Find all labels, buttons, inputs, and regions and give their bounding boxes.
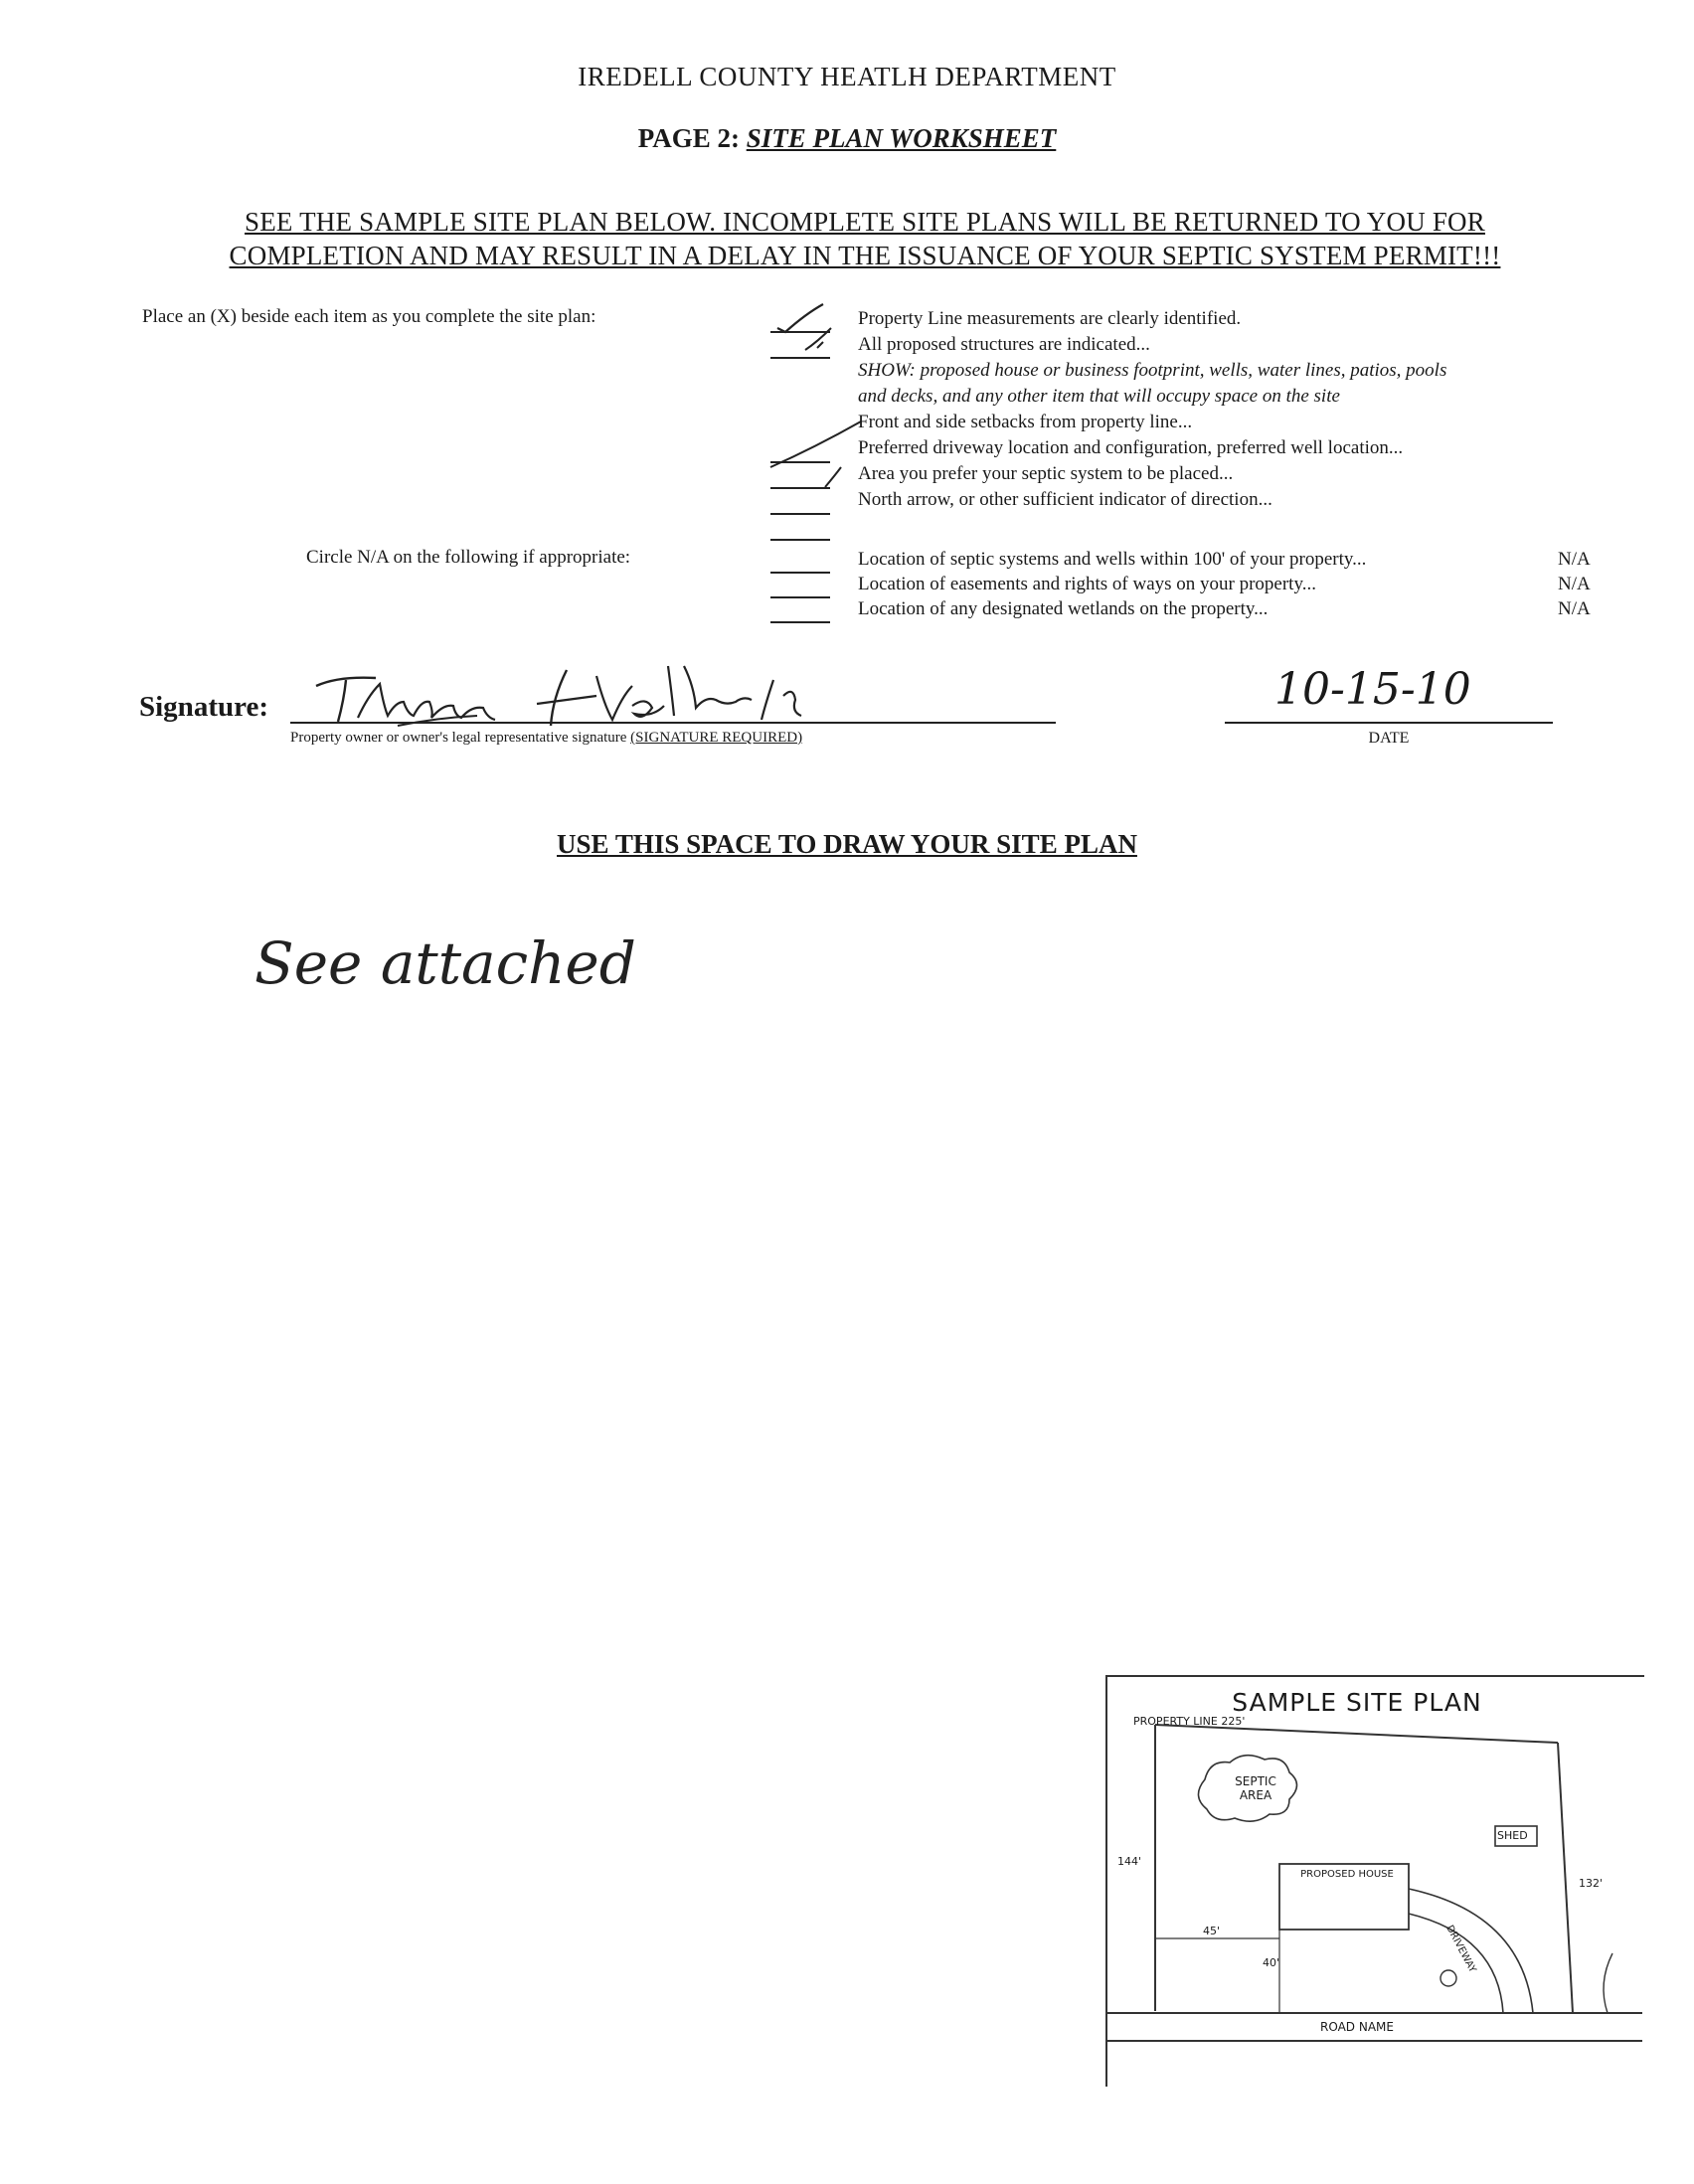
signature-label: Signature: (139, 691, 268, 723)
na-item-3: Location of any designated wetlands on the property... (858, 598, 1269, 619)
check-mark-6 (825, 467, 841, 487)
check-item-5: Front and side setbacks from property line... (858, 412, 1193, 432)
well-shape (1440, 1970, 1456, 1986)
sample-property-line-label: PROPERTY LINE 225' (1133, 1715, 1246, 1728)
check-mark-5 (770, 421, 861, 467)
warning-line-1: SEE THE SAMPLE SITE PLAN BELOW. INCOMPLETE SITE PLANS WILL BE RETURNED TO YOU FOR (245, 207, 1485, 237)
signature-caption-text: Property owner or owner's legal representative signature (290, 730, 627, 746)
check-item-1: Property Line measurements are clearly identified. (858, 308, 1242, 329)
sample-road-label: ROAD NAME (1320, 2020, 1394, 2034)
sample-driveway-label: DRIVEWAY (1443, 1924, 1478, 1975)
na-option-3[interactable]: N/A (1558, 598, 1591, 619)
na-blank-1[interactable] (770, 572, 830, 574)
check-item-6: Preferred driveway location and configuration, preferred well location... (858, 437, 1404, 458)
date-caption: DATE (1368, 730, 1410, 747)
sample-left-dim: 144' (1117, 1855, 1142, 1868)
sample-plan-title: SAMPLE SITE PLAN (1232, 1688, 1482, 1717)
sample-shed-label: SHED (1497, 1829, 1528, 1842)
handwritten-signature (298, 656, 895, 736)
sample-side-setback: 45' (1203, 1925, 1221, 1937)
checklist-instruction: Place an (X) beside each item as you complete the site plan: (142, 306, 596, 327)
check-item-3: SHOW: proposed house or business footprint, wells, water lines, patios, pools (858, 360, 1447, 381)
sample-front-setback: 40' (1263, 1956, 1280, 1969)
check-item-2: All proposed structures are indicated... (858, 334, 1150, 355)
see-attached-note: See attached (254, 929, 636, 997)
date-value: 10-15-10 (1274, 664, 1471, 715)
north-arrow (1604, 1953, 1612, 2013)
check-item-4: and decks, and any other item that will occupy space on the site (858, 386, 1340, 407)
site-plan-heading: USE THIS SPACE TO DRAW YOUR SITE PLAN (557, 829, 1137, 859)
check-mark-1 (777, 304, 823, 332)
sample-septic-label: SEPTIC AREA (1235, 1774, 1276, 1802)
signature-caption (290, 730, 802, 747)
na-instruction: Circle N/A on the following if appropriate: (306, 547, 631, 568)
na-item-2: Location of easements and rights of ways on your property... (858, 574, 1316, 594)
driveway-outer (1409, 1889, 1533, 2013)
page-heading (0, 123, 1694, 154)
na-blank-3[interactable] (770, 621, 830, 623)
worksheet-title: SITE PLAN WORKSHEET (746, 123, 1057, 153)
check-item-8: North arrow, or other sufficient indicator of direction... (858, 489, 1272, 510)
sample-right-dim: 132' (1579, 1877, 1604, 1890)
date-line[interactable] (1225, 722, 1553, 724)
na-option-2[interactable]: N/A (1558, 574, 1591, 594)
check-blank-8[interactable] (770, 539, 830, 541)
department-title: IREDELL COUNTY HEATLH DEPARTMENT (578, 62, 1116, 91)
na-item-1: Location of septic systems and wells within 100' of your property... (858, 549, 1367, 570)
na-option-1[interactable]: N/A (1558, 549, 1591, 570)
signature-required: (SIGNATURE REQUIRED) (630, 730, 803, 746)
na-blank-2[interactable] (770, 596, 830, 598)
property-line-right (1558, 1743, 1573, 2013)
sample-house-label: PROPOSED HOUSE (1300, 1869, 1394, 1880)
warning-line-2: COMPLETION AND MAY RESULT IN A DELAY IN THE ISSUANCE OF YOUR SEPTIC SYSTEM PERMIT!!! (229, 241, 1501, 270)
check-item-7: Area you prefer your septic system to be placed... (858, 463, 1234, 484)
page-label: PAGE 2: (637, 123, 740, 153)
